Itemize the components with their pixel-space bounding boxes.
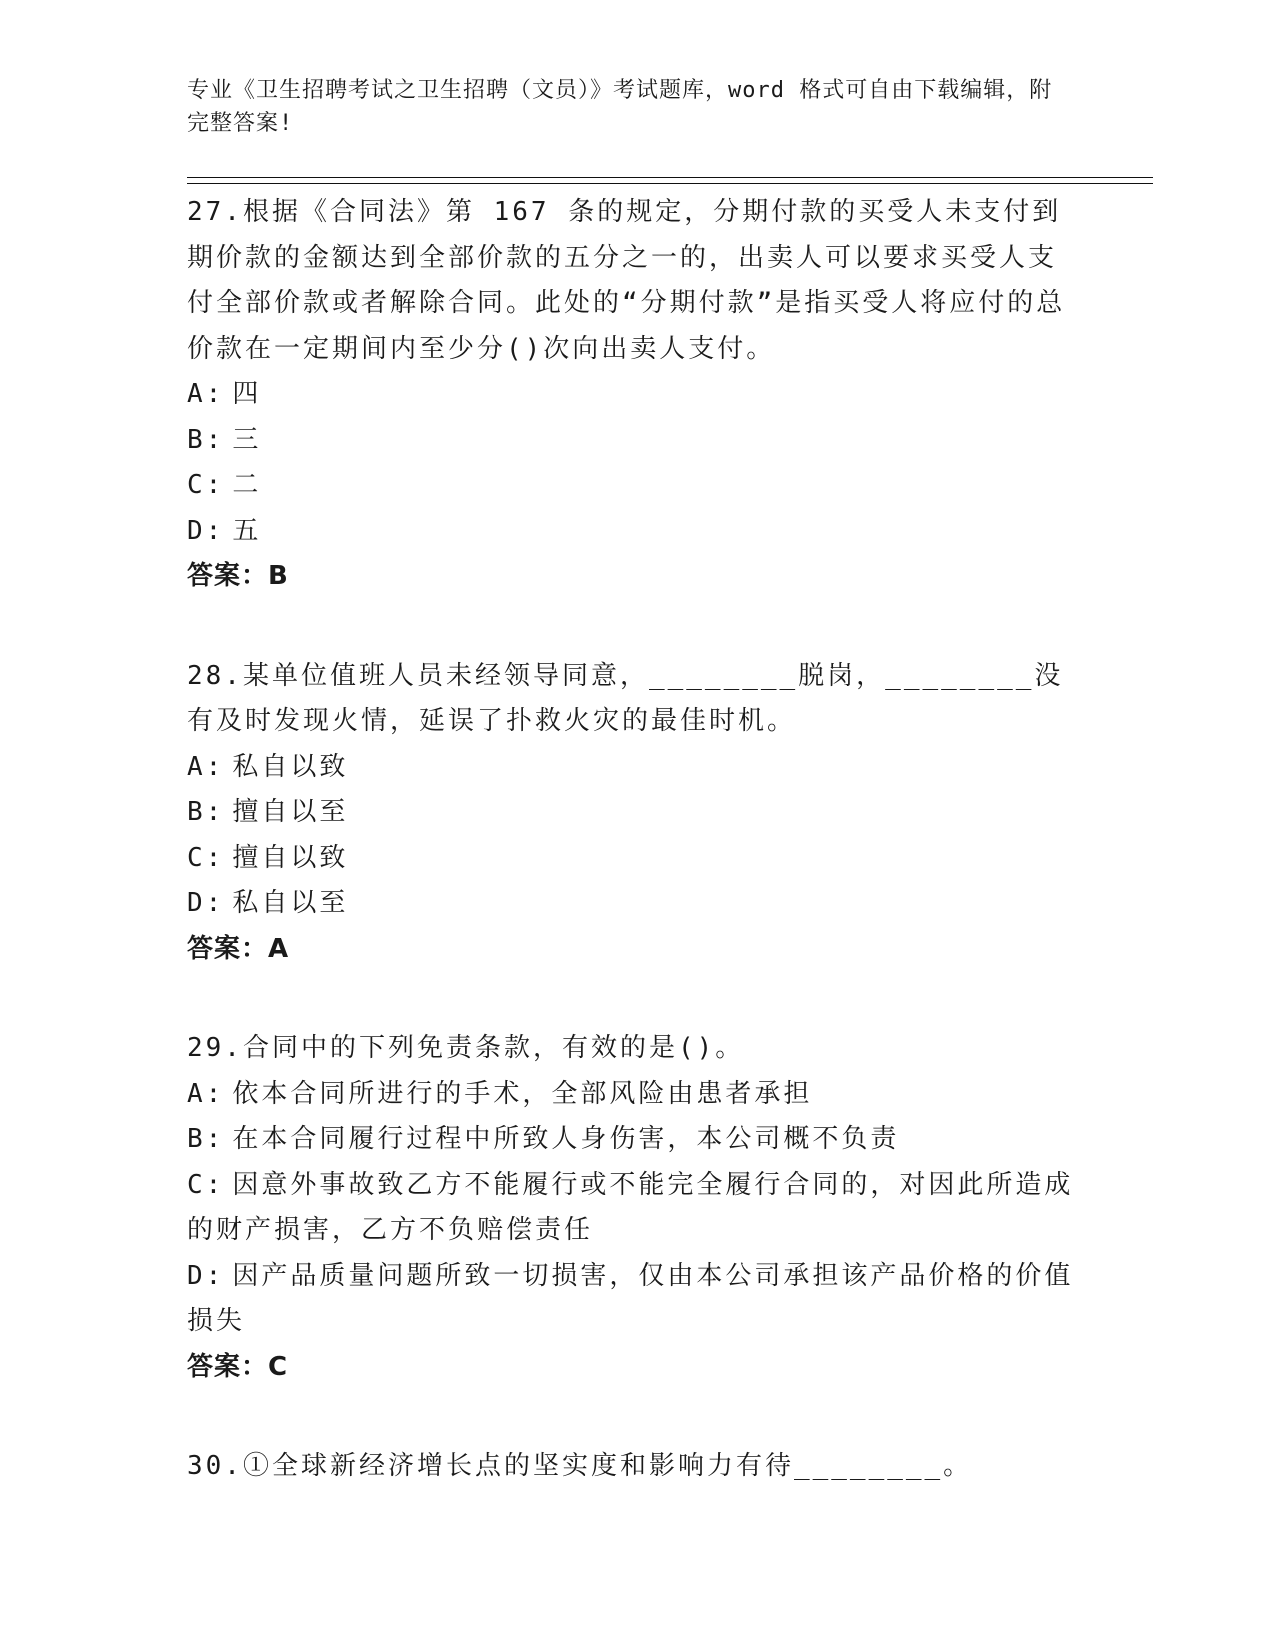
option-text: 依本合同所进行的手术，全部风险由患者承担 <box>232 1078 813 1109</box>
option-text: 四 <box>232 379 262 409</box>
option-label: C: <box>187 1169 225 1200</box>
option-label: B: <box>187 1124 225 1154</box>
option-b <box>187 418 1077 464</box>
header-rule-top <box>187 177 1153 178</box>
option-d <box>187 881 1077 927</box>
option-label: D: <box>187 888 225 918</box>
option-text: 在本合同履行过程中所致人身伤害，本公司概不负责 <box>232 1124 900 1154</box>
question-29 <box>187 1026 1077 1390</box>
option-label: D: <box>187 515 225 546</box>
option-label: C: <box>187 470 225 500</box>
question-stem: 29.合同中的下列免责条款，有效的是()。 <box>187 1033 745 1063</box>
question-30 <box>187 1444 1077 1490</box>
question-27 <box>187 190 1077 600</box>
option-label: B: <box>187 797 225 827</box>
option-a <box>187 745 1077 791</box>
option-a <box>187 372 1077 418</box>
option-c <box>187 463 1077 509</box>
question-stem: 30.①全球新经济增长点的坚实度和影响力有待________。 <box>187 1451 973 1481</box>
option-text: 五 <box>232 515 262 546</box>
option-text: 私自以至 <box>232 888 349 918</box>
option-text: 擅自以致 <box>232 842 349 873</box>
option-label: D: <box>187 1260 225 1291</box>
option-label: A: <box>187 379 225 409</box>
option-d <box>187 509 1077 555</box>
answer-text: 答案：B <box>187 561 289 591</box>
option-label: C: <box>187 842 225 873</box>
option-label: B: <box>187 424 225 455</box>
option-text: 私自以致 <box>232 751 349 782</box>
option-a <box>187 1072 1077 1118</box>
option-b <box>187 1117 1077 1163</box>
option-c <box>187 836 1077 882</box>
question-stem: 27.根据《合同法》第 167 条的规定，分期付款的买受人未支付到期价款的金额达到全部价款的五分之一的，出卖人可以要求买受人支付全部价款或者解除合同。此处的“分期付款”是指买受人将应付的总价款在一定期间内至少分()次向出卖人支付。 <box>187 197 1066 364</box>
answer-text: 答案：A <box>187 933 290 964</box>
option-label: A: <box>187 751 225 782</box>
header-rule-bottom <box>187 183 1153 184</box>
option-text: 三 <box>232 424 262 455</box>
document-header: 专业《卫生招聘考试之卫生招聘（文员）》考试题库，word 格式可自由下载编辑，附完整答案! <box>187 78 1053 136</box>
option-d <box>187 1254 1077 1345</box>
option-text: 因产品质量问题所致一切损害，仅由本公司承担该产品价格的价值损失 <box>187 1260 1074 1336</box>
option-text: 二 <box>232 470 262 500</box>
option-c <box>187 1163 1077 1254</box>
question-28 <box>187 654 1077 973</box>
option-b <box>187 790 1077 836</box>
option-label: A: <box>187 1078 225 1109</box>
question-list <box>187 190 1077 1544</box>
answer-text: 答案：C <box>187 1351 289 1382</box>
option-text: 因意外事故致乙方不能履行或不能完全履行合同的，对因此所造成的财产损害，乙方不负赔偿责任 <box>187 1169 1074 1245</box>
option-text: 擅自以至 <box>232 797 349 827</box>
question-stem: 28.某单位值班人员未经领导同意，________脱岗，________没有及时发现火情，延误了扑救火灾的最佳时机。 <box>187 660 1064 736</box>
